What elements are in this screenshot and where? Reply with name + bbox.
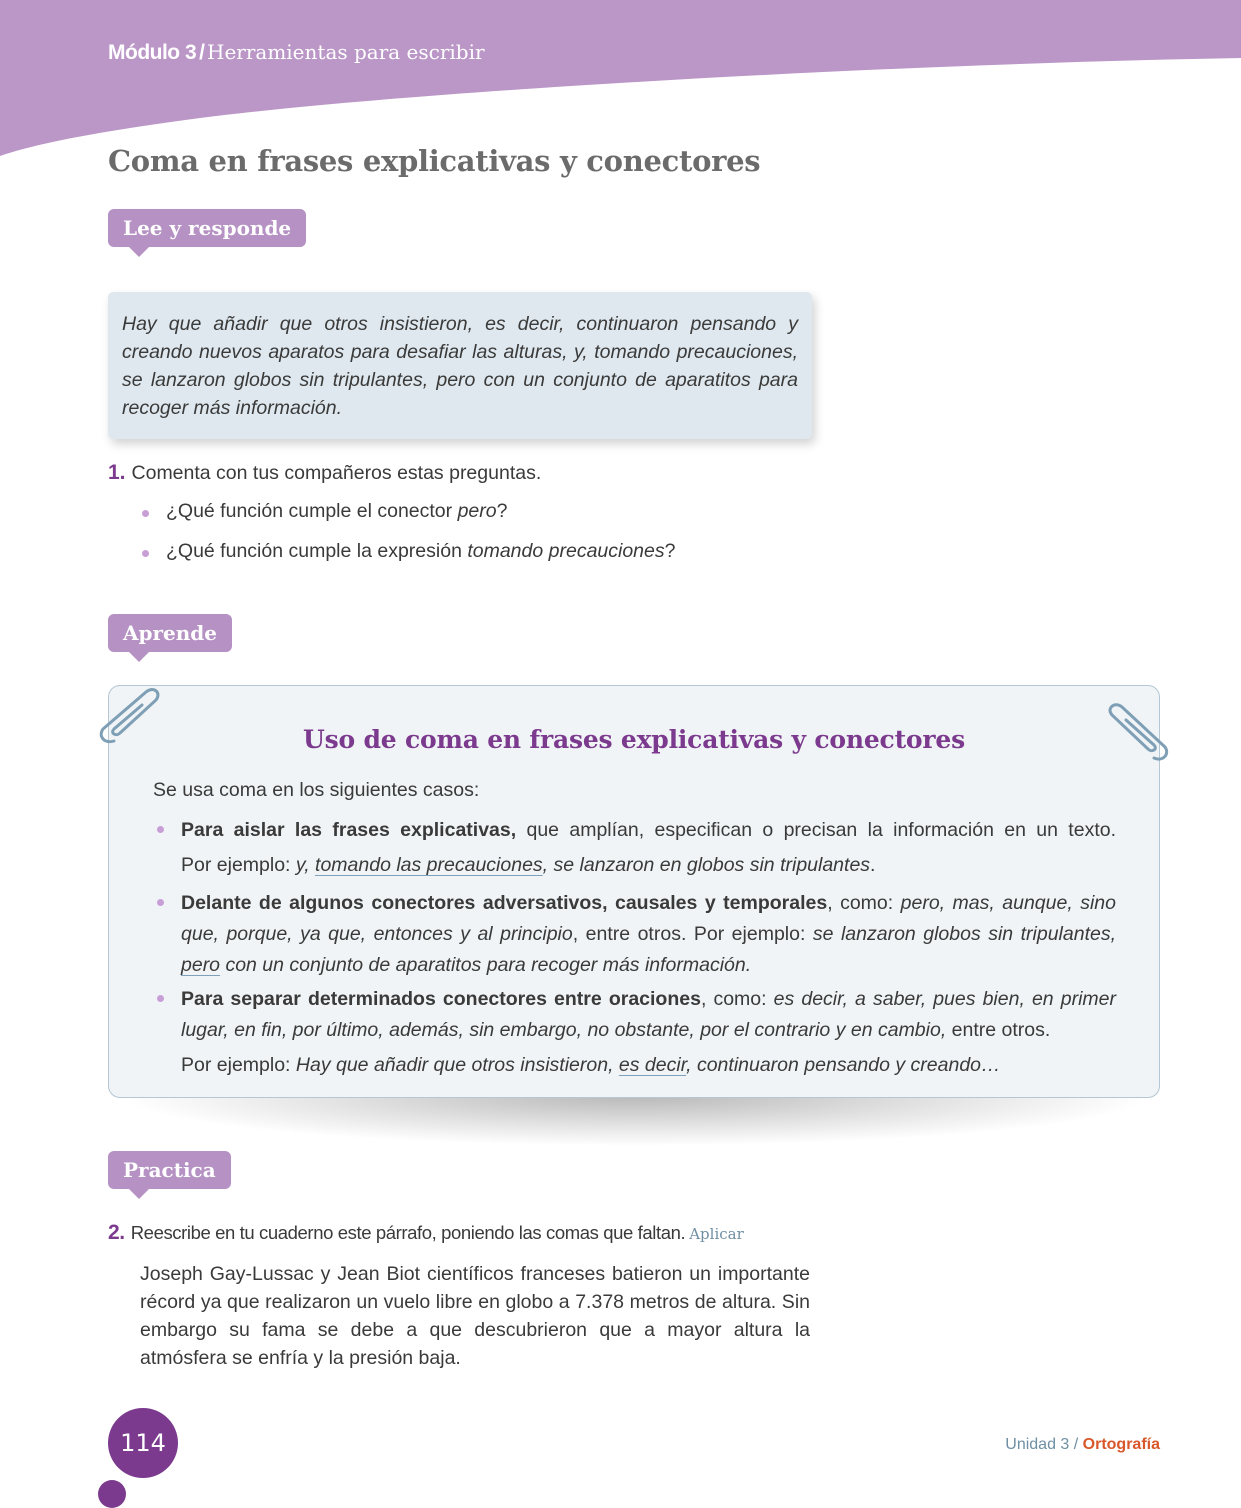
rule-item: Para separar determinados conectores entre oraciones, como: es decir, a saber, pues bien, en primer lugar, en fin, por último, además, sin embargo, no obstante, por el contrario y en cambio, entre otros. Por ejemplo: Hay que añadir que otros insistieron, es decir, continuaron pensando y creando… bbox=[181, 984, 1116, 1081]
module-separator: / bbox=[199, 41, 205, 64]
exercise-number: 1. bbox=[108, 461, 126, 484]
exercise-text: Reescribe en tu cuaderno este párrafo, poniendo las comas que faltan. bbox=[130, 1222, 686, 1243]
module-label bbox=[108, 40, 485, 65]
quote-text: Hay que añadir que otros insistieron, es decir, continuaron pensando y creando nuevos aparatos para desafiar las alturas, y, tomando precauciones, se lanzaron globos sin tripulantes, pero con un conjunto de aparatitos para recoger más información. bbox=[122, 313, 798, 419]
footer-unit: Unidad 3 / Ortografía bbox=[1005, 1436, 1160, 1453]
exercise-number: 2. bbox=[108, 1221, 125, 1244]
header-band bbox=[0, 0, 1241, 160]
exercise-2 bbox=[108, 1221, 744, 1245]
question-item: ¿Qué función cumple la expresión tomando precauciones? bbox=[166, 540, 676, 562]
module-title: Herramientas para escribir bbox=[207, 40, 485, 64]
page-title: Coma en frases explicativas y conectores bbox=[108, 144, 761, 178]
section-tag-practice: Practica bbox=[108, 1151, 231, 1189]
skill-label: Aplicar bbox=[689, 1225, 744, 1243]
exercise-paragraph: Joseph Gay-Lussac y Jean Biot científicos franceses batieron un importante récord ya que realizaron un vuelo libre en globo a 7.378 metros de altura. Sin embargo su fama se debe a que descubrieron que a mayor altura la atmósfera se enfría y la presión baja. bbox=[140, 1263, 810, 1369]
question-item: ¿Qué función cumple el conector pero? bbox=[166, 500, 508, 522]
section-tag-read: Lee y responde bbox=[108, 209, 306, 247]
section-tag-learn: Aprende bbox=[108, 614, 232, 652]
page-number: 114 bbox=[108, 1408, 178, 1478]
rule-item: Para aislar las frases explicativas, que amplían, especifican o precisan la información en un texto. Por ejemplo: y, tomando las precauciones, se lanzaron en globos sin tripulantes. bbox=[181, 815, 1116, 881]
underlined-example: tomando las precauciones bbox=[315, 854, 543, 876]
exercise-1 bbox=[108, 461, 541, 485]
underlined-example: pero bbox=[181, 954, 221, 976]
learn-title: Uso de coma en frases explicativas y conectores bbox=[303, 725, 965, 754]
page-dot-decoration bbox=[98, 1480, 126, 1508]
quote-box bbox=[108, 292, 812, 439]
exercise-text: Comenta con tus compañeros estas preguntas. bbox=[131, 462, 542, 484]
footer-topic: Ortografía bbox=[1082, 1436, 1160, 1453]
module-number: Módulo 3 bbox=[108, 41, 197, 64]
rule-item: Delante de algunos conectores adversativos, causales y temporales, como: pero, mas, aunque, sino que, porque, ya que, entonces y al principio, entre otros. Por ejemplo: se lanzaron globos sin tripulantes, pero con un conjunto de aparatitos para recoger más información. bbox=[181, 888, 1116, 981]
learn-intro: Se usa coma en los siguientes casos: bbox=[153, 779, 480, 801]
underlined-example: es decir bbox=[618, 1054, 687, 1076]
